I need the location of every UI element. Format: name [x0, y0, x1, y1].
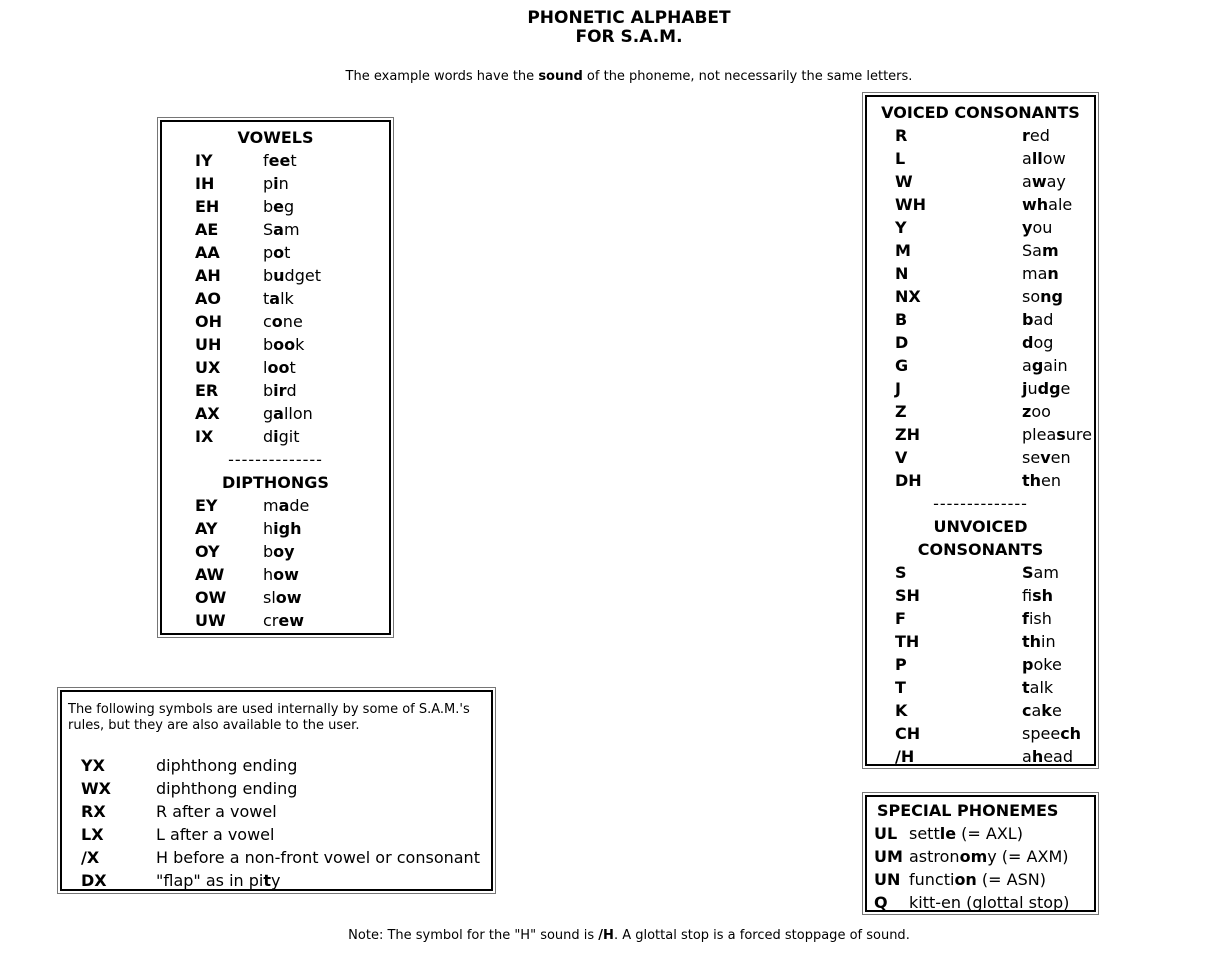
phoneme-example-word: again — [1022, 356, 1068, 375]
phoneme-row — [162, 356, 389, 379]
phoneme-code: AY — [195, 519, 218, 538]
vowels-rows — [162, 149, 389, 448]
phoneme-row — [867, 722, 1094, 745]
phoneme-row — [162, 540, 389, 563]
internal-symbols-box — [57, 687, 496, 894]
vowels-box — [157, 117, 394, 638]
phoneme-row — [162, 609, 389, 632]
phoneme-code: OH — [195, 312, 222, 331]
phoneme-row — [867, 170, 1094, 193]
voiced-consonants-header: VOICED CONSONANTS — [881, 103, 1080, 122]
phoneme-code: V — [895, 448, 908, 467]
phoneme-row — [867, 845, 1094, 868]
phoneme-example-word: budget — [263, 266, 321, 285]
phoneme-code: /H — [895, 747, 915, 766]
phoneme-code: K — [895, 701, 908, 720]
page-title-line1: PHONETIC ALPHABET — [527, 8, 731, 28]
phoneme-code: NX — [895, 287, 921, 306]
phoneme-code: IX — [195, 427, 214, 446]
phoneme-example-word: fish — [1022, 586, 1053, 605]
phoneme-description: R after a vowel — [156, 802, 277, 821]
phoneme-code: G — [895, 356, 909, 375]
phoneme-example-word: book — [263, 335, 305, 354]
phoneme-row — [162, 425, 389, 448]
phoneme-row — [867, 822, 1094, 845]
vowels-dipthongs-separator: -------------- — [228, 450, 323, 469]
phoneme-example-word: dog — [1022, 333, 1054, 352]
phoneme-example-word: Sam — [263, 220, 300, 239]
unvoiced-consonant-rows — [867, 561, 1094, 768]
phoneme-code: L — [895, 149, 906, 168]
phoneme-example-word: astronomy (= AXM) — [909, 847, 1069, 866]
phoneme-row — [867, 216, 1094, 239]
phoneme-example-word: whale — [1022, 195, 1073, 214]
phoneme-example-word: how — [263, 565, 299, 584]
phoneme-code: UH — [195, 335, 222, 354]
phoneme-row — [867, 676, 1094, 699]
phoneme-example-word: made — [263, 496, 310, 515]
phoneme-row — [867, 745, 1094, 768]
phoneme-row — [162, 149, 389, 172]
phoneme-code: AE — [195, 220, 219, 239]
phoneme-code: RX — [81, 802, 106, 821]
phoneme-code: OY — [195, 542, 220, 561]
phoneme-example-word: you — [1022, 218, 1053, 237]
phoneme-row — [867, 630, 1094, 653]
phoneme-row — [62, 777, 491, 800]
phoneme-row — [867, 193, 1094, 216]
phoneme-example-word: Sam — [1022, 563, 1059, 582]
phoneme-example-word: Sam — [1022, 241, 1059, 260]
phoneme-example-word: loot — [263, 358, 296, 377]
phoneme-example-word: talk — [1022, 678, 1054, 697]
phoneme-example-word: allow — [1022, 149, 1066, 168]
phoneme-code: F — [895, 609, 906, 628]
phoneme-code: P — [895, 655, 907, 674]
phoneme-code: TH — [895, 632, 920, 651]
phoneme-code: LX — [81, 825, 104, 844]
phoneme-row — [62, 869, 491, 892]
phoneme-description: diphthong ending — [156, 756, 298, 775]
phoneme-example-word: cone — [263, 312, 303, 331]
phoneme-example-word: then — [1022, 471, 1062, 490]
phoneme-example-word: pot — [263, 243, 291, 262]
phoneme-row — [162, 333, 389, 356]
special-phonemes-header: SPECIAL PHONEMES — [877, 801, 1059, 820]
phoneme-row — [867, 584, 1094, 607]
phoneme-example-word: seven — [1022, 448, 1071, 467]
phoneme-code: DX — [81, 871, 107, 890]
phoneme-description: H before a non-front vowel or consonant — [156, 848, 480, 867]
phoneme-row — [162, 517, 389, 540]
phoneme-row — [867, 239, 1094, 262]
voiced-consonant-rows — [867, 124, 1094, 492]
page-title — [20, 9, 1218, 47]
phoneme-row — [162, 402, 389, 425]
phoneme-row — [62, 846, 491, 869]
phoneme-row — [162, 379, 389, 402]
phoneme-code: WX — [81, 779, 111, 798]
phoneme-code: AA — [195, 243, 220, 262]
phoneme-code: DH — [895, 471, 922, 490]
phoneme-row — [62, 800, 491, 823]
phoneme-example-word: high — [263, 519, 302, 538]
phoneme-example-word: pin — [263, 174, 289, 193]
phoneme-description: L after a vowel — [156, 825, 275, 844]
consonants-box-inner — [865, 95, 1096, 766]
phoneme-example-word: poke — [1022, 655, 1062, 674]
phoneme-example-word: settle (= AXL) — [909, 824, 1023, 843]
phoneme-example-word: bird — [263, 381, 297, 400]
phoneme-example-word: gallon — [263, 404, 313, 423]
phoneme-row — [62, 823, 491, 846]
phoneme-example-word: beg — [263, 197, 295, 216]
phoneme-example-word: pleasure — [1022, 425, 1092, 444]
phoneme-code: J — [895, 379, 901, 398]
phoneme-code: AX — [195, 404, 220, 423]
phoneme-example-word: ahead — [1022, 747, 1074, 766]
phoneme-code: N — [895, 264, 909, 283]
phoneme-code: IY — [195, 151, 213, 170]
phoneme-code: AW — [195, 565, 225, 584]
phoneme-row — [867, 653, 1094, 676]
phoneme-row — [62, 754, 491, 777]
phoneme-row — [162, 494, 389, 517]
phoneme-code: UL — [874, 824, 898, 843]
phoneme-example-word: man — [1022, 264, 1059, 283]
phoneme-row — [867, 607, 1094, 630]
phoneme-code: B — [895, 310, 908, 329]
phoneme-code: EH — [195, 197, 220, 216]
phoneme-description: "flap" as in pity — [156, 871, 281, 890]
phoneme-example-word: boy — [263, 542, 295, 561]
phoneme-example-word: zoo — [1022, 402, 1051, 421]
special-phonemes-box-inner — [865, 795, 1096, 912]
phoneme-code: UX — [195, 358, 221, 377]
phoneme-row — [867, 147, 1094, 170]
phoneme-row — [867, 377, 1094, 400]
phoneme-code: UW — [195, 611, 226, 630]
voiced-unvoiced-separator: -------------- — [933, 494, 1028, 513]
phoneme-code: Q — [874, 893, 888, 912]
phoneme-example-word: function (= ASN) — [909, 870, 1046, 889]
phoneme-row — [162, 172, 389, 195]
phoneme-code: M — [895, 241, 911, 260]
phoneme-example-word: cake — [1022, 701, 1062, 720]
phoneme-description: diphthong ending — [156, 779, 298, 798]
phoneme-example-word: kitt-en (glottal stop) — [909, 893, 1070, 912]
phoneme-example-word: speech — [1022, 724, 1082, 743]
phoneme-example-word: song — [1022, 287, 1063, 306]
vowels-header: VOWELS — [237, 128, 314, 147]
phoneme-code: UM — [874, 847, 903, 866]
phoneme-code: /X — [81, 848, 100, 867]
phoneme-row — [162, 218, 389, 241]
phoneme-row — [867, 891, 1094, 914]
phoneme-row — [867, 561, 1094, 584]
dipthong-rows — [162, 494, 389, 632]
unvoiced-consonants-header-line1: UNVOICED — [933, 517, 1028, 536]
phoneme-code: OW — [195, 588, 227, 607]
consonants-box — [862, 92, 1099, 769]
phoneme-row — [162, 563, 389, 586]
phoneme-code: EY — [195, 496, 218, 515]
vowels-box-inner — [160, 120, 391, 635]
phoneme-row — [162, 310, 389, 333]
phoneme-example-word: talk — [263, 289, 294, 308]
internal-symbols-intro: The following symbols are used internally by some of S.A.M.'s rules, but they are also available to the user. — [68, 702, 470, 733]
phoneme-row — [867, 285, 1094, 308]
phoneme-code: AH — [195, 266, 221, 285]
phoneme-row — [867, 868, 1094, 891]
phoneme-example-word: digit — [263, 427, 300, 446]
phoneme-code: SH — [895, 586, 920, 605]
phoneme-example-word: crew — [263, 611, 305, 630]
phoneme-row — [867, 423, 1094, 446]
page-subtitle: The example words have the sound of the phoneme, not necessarily the same letters. — [345, 69, 913, 84]
internal-symbol-rows — [62, 754, 491, 892]
phoneme-code: CH — [895, 724, 921, 743]
phoneme-row — [162, 264, 389, 287]
phoneme-row — [867, 699, 1094, 722]
phoneme-row — [867, 262, 1094, 285]
phoneme-code: S — [895, 563, 907, 582]
phoneme-row — [867, 400, 1094, 423]
page-title-line2: FOR S.A.M. — [575, 27, 683, 47]
phoneme-code: D — [895, 333, 909, 352]
phoneme-code: YX — [81, 756, 105, 775]
phoneme-code: ZH — [895, 425, 920, 444]
phoneme-code: IH — [195, 174, 215, 193]
phoneme-example-word: thin — [1022, 632, 1056, 651]
phoneme-code: AO — [195, 289, 221, 308]
special-phonemes-box — [862, 792, 1099, 915]
phoneme-example-word: red — [1022, 126, 1050, 145]
phoneme-example-word: away — [1022, 172, 1066, 191]
phoneme-example-word: feet — [263, 151, 297, 170]
phoneme-row — [162, 287, 389, 310]
phoneme-row — [867, 331, 1094, 354]
phoneme-row — [867, 124, 1094, 147]
phoneme-code: W — [895, 172, 913, 191]
phoneme-code: T — [895, 678, 906, 697]
phoneme-example-word: fish — [1022, 609, 1052, 628]
phoneme-row — [162, 586, 389, 609]
internal-symbols-box-inner — [60, 690, 493, 891]
phoneme-code: UN — [874, 870, 901, 889]
phoneme-code: R — [895, 126, 908, 145]
phoneme-code: Z — [895, 402, 907, 421]
phoneme-code: WH — [895, 195, 927, 214]
phoneme-row — [867, 469, 1094, 492]
phoneme-row — [162, 195, 389, 218]
footer-note: Note: The symbol for the "H" sound is /H. A glottal stop is a forced stoppage of sound. — [348, 928, 910, 943]
phoneme-row — [867, 446, 1094, 469]
dipthongs-header: DIPTHONGS — [222, 473, 329, 492]
phoneme-row — [867, 308, 1094, 331]
phoneme-code: ER — [195, 381, 219, 400]
phoneme-row — [867, 354, 1094, 377]
phoneme-example-word: bad — [1022, 310, 1054, 329]
phoneme-example-word: judge — [1022, 379, 1071, 398]
phoneme-row — [162, 241, 389, 264]
special-phoneme-rows — [867, 822, 1094, 914]
phoneme-example-word: slow — [263, 588, 302, 607]
phoneme-code: Y — [895, 218, 907, 237]
unvoiced-consonants-header-line2: CONSONANTS — [917, 540, 1044, 559]
